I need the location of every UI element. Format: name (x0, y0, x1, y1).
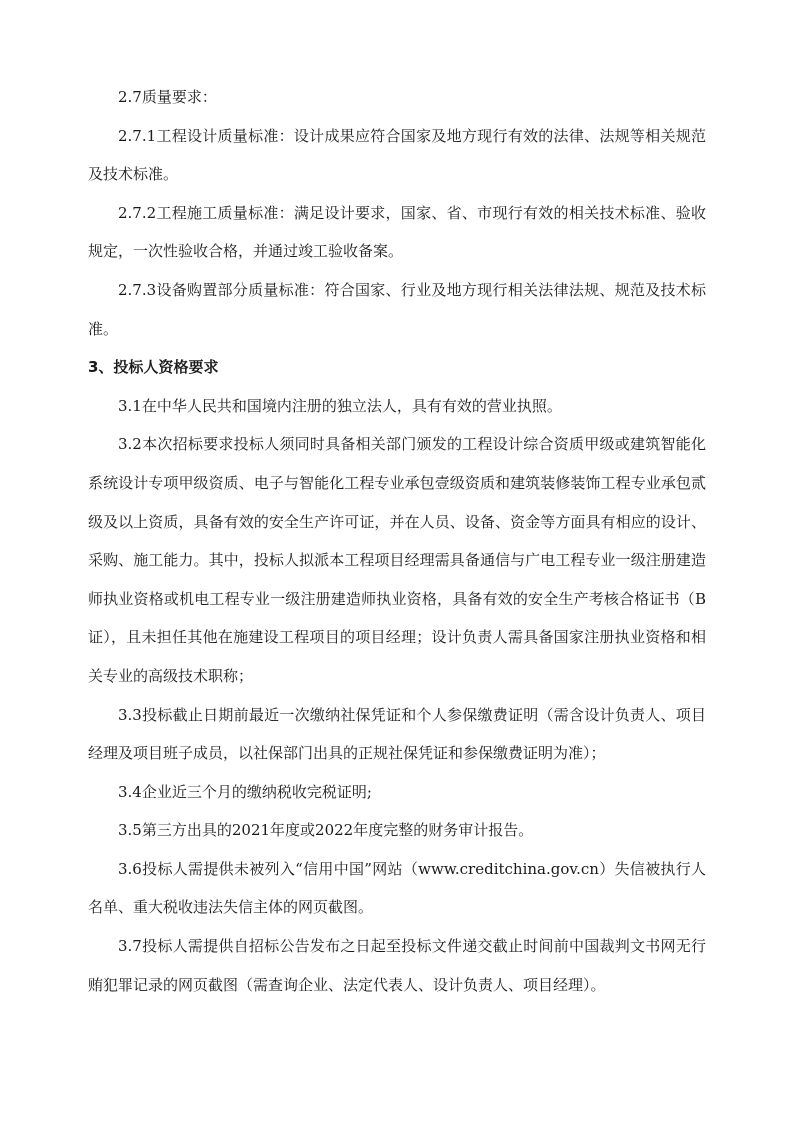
section-2-7-1: 2.7.1工程设计质量标准：设计成果应符合国家及地方现行有效的法律、法规等相关规范及技术标准。 (88, 126, 706, 184)
section-2-7-2: 2.7.2工程施工质量标准：满足设计要求，国家、省、市现行有效的相关技术标准、验收规定，一次性验收合格，并通过竣工验收备案。 (88, 203, 706, 261)
section-3-7: 3.7投标人需提供自招标公告发布之日起至投标文件递交截止时间前中国裁判文书网无行贿犯罪记录的网页截图（需查询企业、法定代表人、设计负责人、项目经理）。 (88, 937, 706, 994)
section-3-1: 3.1在中华人民共和国境内注册的独立法人，具有有效的营业执照。 (118, 396, 562, 415)
section-3-5: 3.5第三方出具的2021年度或2022年度完整的财务审计报告。 (118, 821, 534, 840)
section-3-3: 3.3投标截止日期前最近一次缴纳社保凭证和个人参保缴费证明（需含设计负责人、项目经理及项目班子成员，以社保部门出具的正规社保凭证和参保缴费证明为准）； (88, 705, 706, 763)
section-3-2: 3.2本次招标要求投标人须同时具备相关部门颁发的工程设计综合资质甲级或建筑智能化系统设计专项甲级资质、电子与智能化工程专业承包壹级资质和建筑装修装饰工程专业承包贰级及以上资质，具备有效的安全生产许可证，并在人员、设备、资金等方面具有相应的设计、采购、施工能力。其中，投标人拟派本工程项目经理需具备通信与广电工程专业一级注册建造师执业资格或机电工程专业一级注册建造师执业资格，具备有效的安全生产考核合格证书（B证），且未担任其他在施建设工程项目的项目经理；设计负责人需具备国家注册执业资格和相关专业的高级技术职称； (88, 435, 706, 685)
section-3-heading: 3、投标人资格要求 (88, 358, 219, 377)
section-2-7-title: 2.7质量要求： (118, 88, 217, 106)
section-3-4: 3.4企业近三个月的缴纳税收完税证明; (118, 782, 372, 801)
section-3-6: 3.6投标人需提供未被列入“信用中国”网站（www.creditchina.gov.cn）失信被执行人名单、重大税收违法失信主体的网页截图。 (88, 859, 706, 917)
document-body (88, 78, 706, 1004)
section-2-7-3: 2.7.3设备购置部分质量标准：符合国家、行业及地方现行相关法律法规、规范及技术标准。 (88, 280, 706, 338)
